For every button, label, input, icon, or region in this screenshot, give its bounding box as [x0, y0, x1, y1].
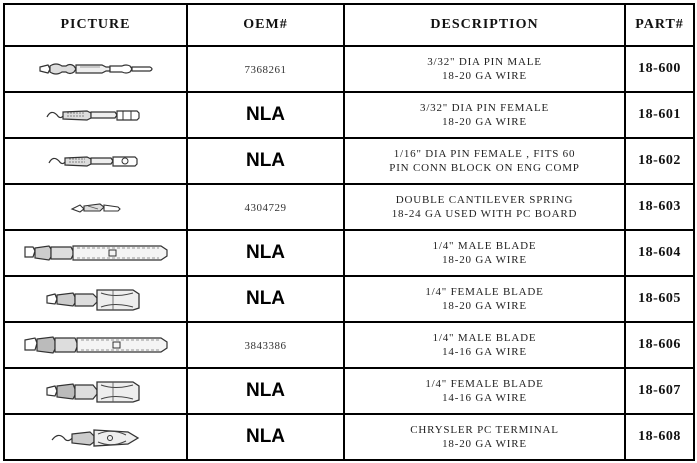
header-picture: PICTURE [4, 4, 187, 46]
description-cell [344, 92, 625, 138]
table-row [4, 368, 694, 414]
oem-cell [187, 276, 344, 322]
picture-cell [4, 46, 187, 92]
oem-number: 4304729 [244, 202, 287, 214]
oem-cell [187, 92, 344, 138]
description-line-1: 3/32" DIA PIN FEMALE [420, 102, 549, 114]
oem-number: 7368261 [244, 64, 287, 76]
cantilever-spring-terminal-icon [66, 197, 126, 217]
part-number: 18-600 [625, 46, 694, 92]
description-line-2: 18-20 GA WIRE [442, 70, 527, 82]
table-row [4, 138, 694, 184]
description-line-1: 1/4" MALE BLADE [432, 240, 537, 252]
female-pin-terminal-icon [41, 149, 151, 173]
parts-table [3, 3, 695, 461]
table-row [4, 322, 694, 368]
oem-cell [187, 46, 344, 92]
description-line-2: PIN CONN BLOCK ON ENG COMP [389, 162, 580, 174]
description-line-1: 1/4" MALE BLADE [432, 332, 537, 344]
description-line-1: 3/32" DIA PIN MALE [427, 56, 542, 68]
description-line-1: 1/4" FEMALE BLADE [425, 378, 544, 390]
table-row [4, 46, 694, 92]
oem-cell [187, 230, 344, 276]
description-cell [344, 184, 625, 230]
oem-number: 3843386 [244, 340, 287, 352]
description-cell [344, 276, 625, 322]
picture-cell [4, 230, 187, 276]
oem-cell [187, 414, 344, 460]
description-line-2: 18-20 GA WIRE [442, 438, 527, 450]
part-number: 18-602 [625, 138, 694, 184]
picture-cell [4, 184, 187, 230]
table-row [4, 230, 694, 276]
description-line-2: 14-16 GA WIRE [442, 392, 527, 404]
picture-cell [4, 138, 187, 184]
oem-cell [187, 138, 344, 184]
header-description: DESCRIPTION [344, 4, 625, 46]
description-line-1: 1/4" FEMALE BLADE [425, 286, 544, 298]
description-line-1: 1/16" DIA PIN FEMALE , FITS 60 [393, 148, 576, 160]
part-number: 18-607 [625, 368, 694, 414]
oem-number: NLA [245, 380, 286, 401]
description-line-2: 18-24 GA USED WITH PC BOARD [391, 208, 578, 220]
part-number: 18-605 [625, 276, 694, 322]
description-cell [344, 46, 625, 92]
part-number: 18-603 [625, 184, 694, 230]
picture-cell [4, 92, 187, 138]
oem-cell [187, 184, 344, 230]
picture-cell [4, 368, 187, 414]
table-row [4, 92, 694, 138]
picture-cell [4, 276, 187, 322]
table-row [4, 276, 694, 322]
oem-number: NLA [245, 150, 286, 171]
description-cell [344, 138, 625, 184]
part-number: 18-601 [625, 92, 694, 138]
oem-number: NLA [245, 288, 286, 309]
part-number: 18-604 [625, 230, 694, 276]
header-oem: OEM# [187, 4, 344, 46]
pc-terminal-icon [46, 422, 146, 452]
description-line-2: 14-16 GA WIRE [442, 346, 527, 358]
description-cell [344, 368, 625, 414]
picture-cell [4, 322, 187, 368]
male-blade-terminal-icon [21, 331, 171, 359]
oem-cell [187, 322, 344, 368]
header-part: PART# [625, 4, 694, 46]
oem-number: NLA [245, 104, 286, 125]
female-pin-terminal-icon [41, 103, 151, 127]
picture-cell [4, 414, 187, 460]
header-row [4, 4, 694, 46]
part-number: 18-606 [625, 322, 694, 368]
male-blade-terminal-icon [21, 239, 171, 267]
description-cell [344, 230, 625, 276]
description-line-2: 18-20 GA WIRE [442, 300, 527, 312]
oem-number: NLA [245, 426, 286, 447]
female-blade-terminal-icon [41, 376, 151, 406]
table-row [4, 184, 694, 230]
description-line-2: 18-20 GA WIRE [442, 116, 527, 128]
oem-number: NLA [245, 242, 286, 263]
description-line-1: CHRYSLER PC TERMINAL [410, 424, 559, 436]
part-number: 18-608 [625, 414, 694, 460]
description-line-1: DOUBLE CANTILEVER SPRING [395, 194, 574, 206]
male-pin-terminal-icon [36, 57, 156, 81]
description-cell [344, 414, 625, 460]
table-row [4, 414, 694, 460]
description-line-2: 18-20 GA WIRE [442, 254, 527, 266]
description-cell [344, 322, 625, 368]
female-blade-terminal-icon [41, 284, 151, 314]
oem-cell [187, 368, 344, 414]
